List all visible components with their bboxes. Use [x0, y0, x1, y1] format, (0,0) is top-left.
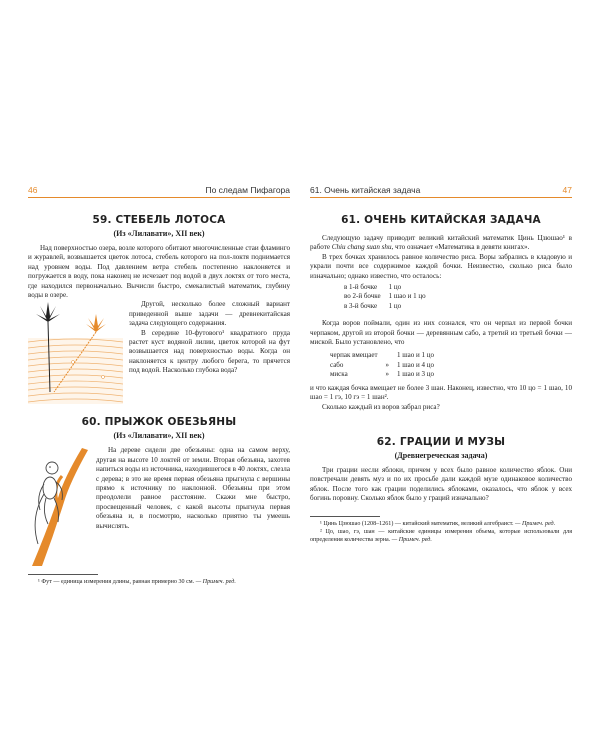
problem-60-paragraph-1: На дереве сидели две обезьяны: одна на самом верху, другая на высоте 10 локтей от земли. Вторая обезьяна, захотев напиться воды из источника, находившегося в 40 локтях, слезла с дерева; в это же время первая обезьяна прыгнула с вершины прямо к источнику по наклонной. Обезьяны при этом преодолели равное расстояние. Скажи мне быстро, просвещенный человек, с какой высоты прыгнула первая обезьяна и, в посмотрю, насколько приятно ты умеешь вычислять. — [96, 446, 290, 530]
problem-61-paragraph-4: и что каждая бочка вмещает не более 3 шан. Наконец, известно, что 10 цо = 1 шао, 10 шао = 1 гэ, 10 гэ = 1 шан². — [310, 383, 572, 402]
table-row: черпак вмещает 1 шао и 1 цо — [330, 351, 435, 360]
problem-59-paragraph-3: В середине 10-футового¹ квадратного пруда растет куст водяной лилии, цветок которой на фут возвышается над поверхностью воды. Когда он наклоняется к центру любого берега, то прячется под водой. Насколько глубока вода? — [129, 328, 290, 375]
footnote-1: ¹ Цинь Цзюшао (1208–1261) — китайский математик, великий алгебраист. — Примеч. ред. — [320, 520, 556, 527]
problem-61-paragraph-5: Сколько каждый из воров забрал риса? — [322, 402, 440, 411]
table-row: миска » 1 шао и 3 цо — [330, 370, 435, 379]
problem-59-paragraph-1: Над поверхностью озера, возле которого обитают многочисленные стаи фламинго и журавлей, возвышается цветок лотоса, стебель которого на пол-локтя поднимается над уровнем воды. Под давлением ветра стебель постепенно наклоняется и погружается в воду, пока наконец не исчезает под водой в двух локтях от того места, где находился первоначально. Вычисли быстро, смекалистый математик, глубину воды в озере. — [28, 244, 290, 300]
problem-61-title: 61. ОЧЕНЬ КИТАЙСКАЯ ЗАДАЧА — [341, 214, 541, 226]
table-row: в 1-й бочке 1 цо — [344, 283, 402, 292]
table-row: во 2-й бочке 1 шао и 1 цо — [344, 292, 426, 301]
running-title: 61. Очень китайская задача — [310, 185, 421, 195]
footnote-1: ¹ Фут — единица измерения длины, равная примерно 30 см. — Примеч. ред. — [38, 579, 236, 586]
table-row: сабо » 1 шао и 4 цо — [330, 360, 435, 369]
left-page — [28, 185, 290, 586]
remainder-table — [344, 283, 434, 311]
running-header — [310, 185, 572, 198]
right-page — [310, 185, 572, 544]
problem-62-paragraph-1: Три грации несли яблоки, причем у всех было равное количество яблок. Они повстречали девять муз и по их просьбе дали каждой музе одинаковое количество яблок. После того как грации поделились яблоками, оказалось, что яблок у всех богинь поровну. Сколько яблок было у граций изначально? — [310, 465, 572, 503]
problem-61-paragraph-3: Когда воров поймали, один из них сознался, что он черпал из первой бочки черпаком, другой из второй бочки — деревянным сабо, а третий из третьей бочки — миской. Было установлено, что — [310, 319, 572, 347]
problem-62-title: 62. ГРАЦИИ И МУЗЫ — [376, 435, 506, 448]
table-row: в 3-й бочке 1 цо — [344, 301, 402, 310]
footnote-rule — [28, 574, 98, 575]
running-title: По следам Пифагора — [205, 185, 290, 195]
problem-62-subtitle: (Древнегреческая задача) — [394, 450, 488, 460]
tools-table — [330, 351, 442, 379]
page-number: 46 — [28, 185, 38, 195]
lotus-illustration — [28, 302, 123, 404]
footnote-2: ² Цо, шао, гэ, шан — китайские единицы измерения объема, которые использовали для определения количества зерна. — Примеч. ред. — [310, 528, 572, 543]
problem-61-paragraph-2: В трех бочках хранилось равное количество риса. Воры забрались в кладовую и украли почти все содержимое каждой бочки. Неизвестно, сколько риса было изначально; однако известно, что осталось: — [310, 252, 572, 280]
problem-59-subtitle: (Из «Лилавати», XII век) — [113, 229, 205, 238]
problem-60-subtitle: (Из «Лилавати», XII век) — [113, 431, 205, 441]
problem-61-paragraph-1: Следующую задачу приводит великий китайский математик Цинь Цзюшао¹ в работе Chiu chang suan shu, что означает «Математика в девяти книгах». — [310, 234, 572, 252]
problem-60-title: 60. ПРЫЖОК ОБЕЗЬЯНЫ — [81, 416, 237, 429]
problem-59-paragraph-2: Другой, несколько более сложный вариант приведенной выше задачи — древнекитайская задача следующего содержания. — [129, 300, 290, 328]
page-number: 47 — [562, 185, 572, 195]
monkey-illustration — [28, 448, 90, 566]
running-header — [28, 185, 290, 198]
footnote-rule — [310, 516, 380, 517]
problem-59-title: 59. СТЕБЕЛЬ ЛОТОСА — [92, 214, 226, 226]
